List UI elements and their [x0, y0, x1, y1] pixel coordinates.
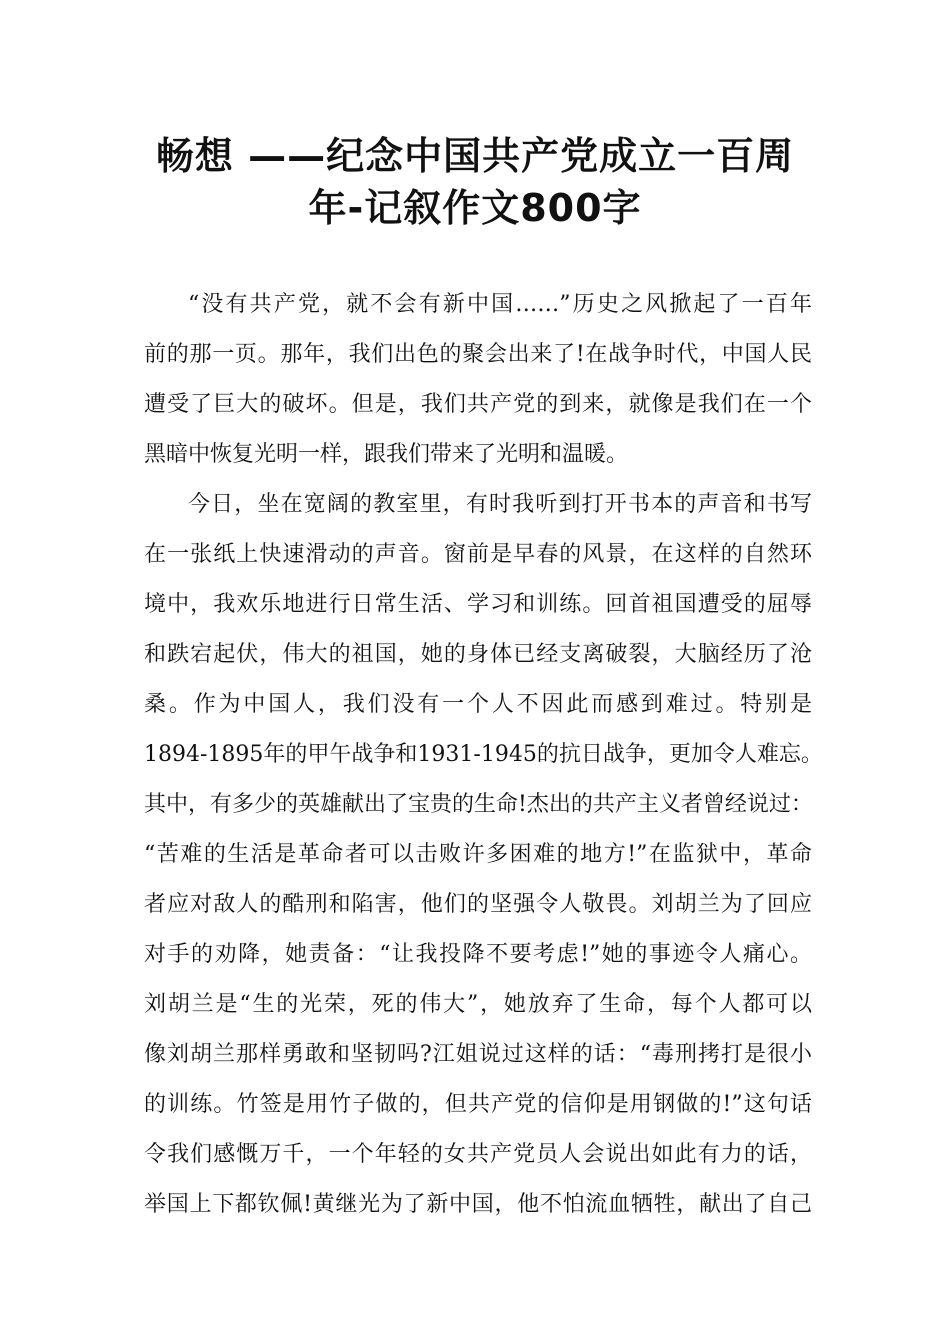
paragraph-line: 桑。作为中国人，我们没有一个人不因此而感到难过。特别是: [144, 692, 812, 717]
paragraph-1: [144, 280, 812, 480]
paragraph-line: 的训练。竹签是用竹子做的，但共产党的信仰是用钢做的!”这句话: [144, 1092, 812, 1117]
paragraph-line: 境中，我欢乐地进行日常生活、学习和训练。回首祖国遭受的屈辱: [144, 592, 812, 617]
paragraph-line: 对手的劝降，她责备：“让我投降不要考虑!”她的事迹令人痛心。: [144, 942, 812, 967]
paragraph-line: 1894-1895年的甲午战争和1931-1945的抗日战争，更加令人难忘。: [144, 742, 823, 767]
paragraph-line: 者应对敌人的酷刑和陷害，他们的坚强令人敬畏。刘胡兰为了回应: [144, 892, 812, 917]
paragraph-2: [144, 480, 823, 1230]
paragraph-line: “苦难的生活是革命者可以击败许多困难的地方!”在监狱中，革命: [144, 842, 812, 867]
paragraph-line: 遭受了巨大的破坏。但是，我们共产党的到来，就像是我们在一个: [144, 392, 812, 417]
paragraph-line: 黑暗中恢复光明一样，跟我们带来了光明和温暖。: [144, 442, 629, 467]
paragraph-line: 其中，有多少的英雄献出了宝贵的生命!杰出的共产主义者曾经说过：: [144, 792, 813, 817]
title-line-1: 畅想 ——纪念中国共产党成立一百周: [155, 134, 795, 178]
paragraph-line: 举国上下都钦佩!黄继光为了新中国，他不怕流血牺牲，献出了自己: [144, 1192, 812, 1217]
paragraph-line: 和跌宕起伏，伟大的祖国，她的身体已经支离破裂，大脑经历了沧: [144, 642, 812, 667]
document-title: [100, 130, 850, 234]
paragraph-line: 在一张纸上快速滑动的声音。窗前是早春的风景，在这样的自然环: [144, 542, 812, 567]
document-body: [144, 280, 823, 1230]
paragraph-line: 像刘胡兰那样勇敢和坚韧吗?江姐说过这样的话：“毒刑拷打是很小: [144, 1042, 812, 1067]
paragraph-line: “没有共产党，就不会有新中国……”历史之风掀起了一百年: [188, 292, 812, 317]
paragraph-line: 今日，坐在宽阔的教室里，有时我听到打开书本的声音和书写: [188, 492, 812, 517]
title-line-2: 年-记叙作文800字: [308, 186, 642, 230]
paragraph-line: 刘胡兰是“生的光荣，死的伟大”，她放弃了生命，每个人都可以: [144, 992, 812, 1017]
paragraph-line: 前的那一页。那年，我们出色的聚会出来了!在战争时代，中国人民: [144, 342, 812, 367]
paragraph-line: 令我们感慨万千，一个年轻的女共产党员人会说出如此有力的话，: [144, 1142, 812, 1167]
